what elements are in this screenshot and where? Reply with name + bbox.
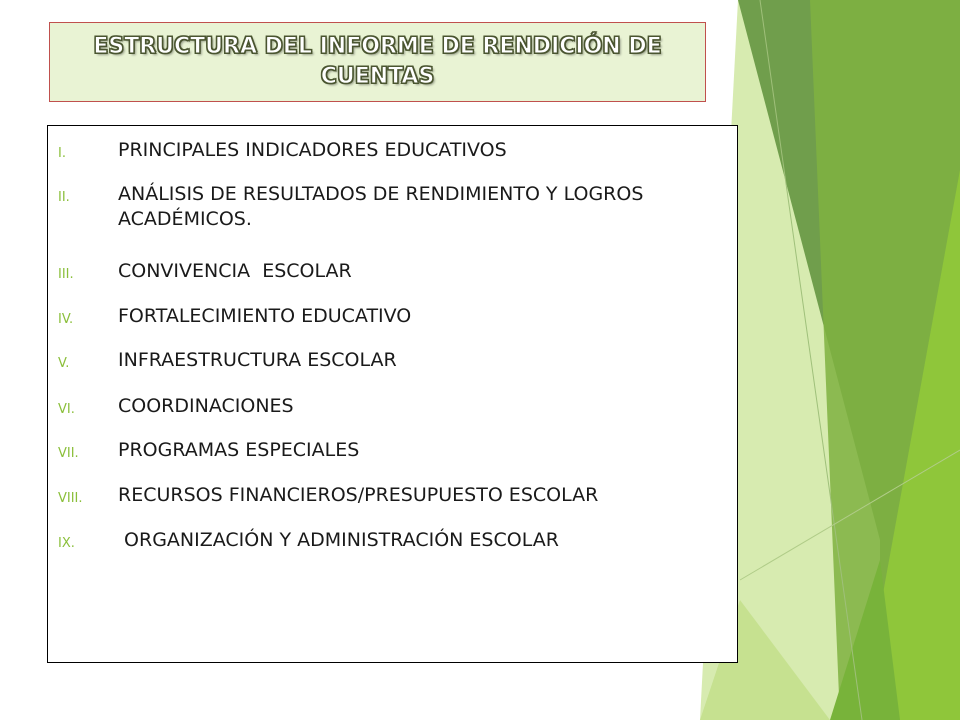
item-number: IV. [58,312,74,327]
content-box [47,125,738,663]
item-label: CONVIVENCIA ESCOLAR [118,260,352,282]
item-label: ORGANIZACIÓN Y ADMINISTRACIÓN ESCOLAR [118,529,559,551]
item-label: PRINCIPALES INDICADORES EDUCATIVOS [118,139,507,161]
item-label: INFRAESTRUCTURA ESCOLAR [118,349,397,371]
item-label: FORTALECIMIENTO EDUCATIVO [118,305,412,327]
item-number: VII. [58,446,79,461]
item-label: COORDINACIONES [118,395,294,417]
item-number: III. [58,267,74,282]
item-number: II. [58,190,70,205]
title-box [49,22,706,102]
item-number: I. [58,146,66,161]
item-number: V. [58,356,70,371]
item-number: VI. [58,402,75,417]
item-label: ANÁLISIS DE RESULTADOS DE RENDIMIENTO Y LOGROS ACADÉMICOS. [118,183,650,230]
item-label: PROGRAMAS ESPECIALES [118,439,360,461]
item-label: RECURSOS FINANCIEROS/PRESUPUESTO ESCOLAR [118,484,599,506]
item-number: IX. [58,536,75,551]
item-number: VIII. [58,491,83,506]
slide-title: ESTRUCTURA DEL INFORME DE RENDICIÓN DE CUENTAS [93,34,662,89]
